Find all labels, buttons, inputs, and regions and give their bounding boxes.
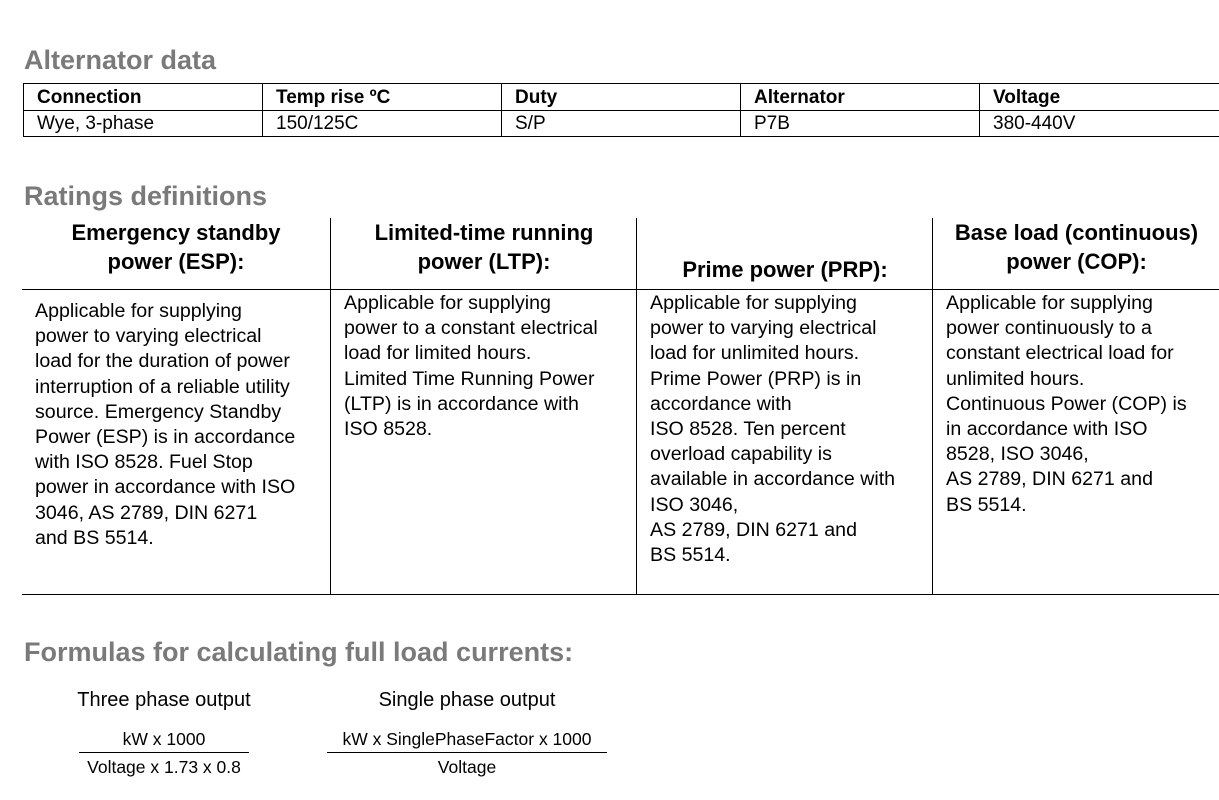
text-line: ISO 3046, [650,493,739,516]
column-header: Duty [502,84,741,111]
rating-description [650,291,927,568]
text-line: power to varying electrical [650,317,877,340]
table-cell: P7B [741,111,980,137]
formula-label: Single phase output [378,689,556,711]
text-line: Power (ESP) is in accordance [35,426,296,449]
text-line: overload capability is [650,443,832,466]
text-line: power to varying electrical [35,325,262,348]
text-line: ISO 8528. [344,418,433,441]
rating-heading-line: Prime power (PRP): [682,257,888,282]
table-cell: 380-440V [980,111,1219,137]
text-line: Applicable for supplying [35,300,242,322]
text-line: BS 5514. [946,493,1027,516]
text-line: 3046, AS 2789, DIN 6271 [35,501,258,524]
alternator-data-table [23,83,1219,137]
text-line: Applicable for supplying [344,292,551,314]
text-line: Continuous Power (COP) is [946,392,1187,415]
formula-denominator: Voltage x 1.73 x 0.8 [87,757,241,777]
text-line: Applicable for supplying [946,292,1153,314]
text-line: AS 2789, DIN 6271 and [650,518,857,541]
formulas-heading: Formulas for calculating full load currents: [24,637,574,667]
text-line: in accordance with ISO [946,418,1148,441]
text-line: power continuously to a [946,317,1152,340]
table-header-row [24,84,1219,111]
rating-heading-line: power (ESP): [107,249,245,274]
table-row [24,111,1219,137]
text-line: power in accordance with ISO [35,476,296,499]
column-header: Connection [24,84,263,111]
formula-numerator: kW x 1000 [122,729,206,749]
formula-denominator: Voltage [437,757,497,777]
alternator-data-heading: Alternator data [24,45,217,75]
text-line: power to a constant electrical [344,317,598,340]
text-line: interruption of a reliable utility [35,375,290,398]
ratings-definitions-heading: Ratings definitions [24,181,267,211]
rating-column-prp [636,218,933,594]
column-header: Voltage [980,84,1219,111]
text-line: Prime Power (PRP) is in [650,367,862,390]
table-cell: 150/125C [263,111,502,137]
three-phase-formula [70,688,258,778]
rating-description [946,291,1214,518]
rating-description [35,299,324,551]
formula-numerator: kW x SinglePhaseFactor x 1000 [342,729,592,749]
table-cell: Wye, 3-phase [24,111,263,137]
text-line: constant electrical load for [946,342,1174,365]
text-line: with ISO 8528. Fuel Stop [35,451,253,474]
text-line: Limited Time Running Power [344,367,595,390]
formula-fraction [327,728,607,778]
rating-description [344,291,631,442]
text-line: available in accordance with [650,468,896,491]
text-line: AS 2789, DIN 6271 and [946,468,1153,491]
rating-heading-line: Emergency standby [71,220,281,245]
text-line: BS 5514. [650,544,731,567]
rating-heading-line: Limited-time running [374,220,594,245]
text-line: unlimited hours. [946,367,1085,390]
fraction-bar [327,752,607,753]
rating-heading [933,218,1219,289]
text-line: and BS 5514. [35,526,154,549]
text-line: load for unlimited hours. [650,342,860,365]
text-line: Applicable for supplying [650,292,857,314]
rating-column-cop [932,218,1219,594]
column-header: Temp rise ºC [263,84,502,111]
rating-heading-line: power (COP): [1006,249,1147,274]
text-line: 8528, ISO 3046, [946,443,1089,466]
rating-heading-line: power (LTP): [417,249,551,274]
formula-fraction [79,728,249,778]
single-phase-formula [326,688,608,778]
text-line: (LTP) is in accordance with [344,392,579,415]
rating-heading [637,218,933,289]
ratings-definitions-table [22,218,1219,595]
text-line: load for limited hours. [344,342,532,365]
rating-heading-line: Base load (continuous) [954,220,1199,245]
text-line: ISO 8528. Ten percent [650,418,846,441]
rating-column-esp [22,218,330,594]
formula-label: Three phase output [77,689,251,711]
column-header: Alternator [741,84,980,111]
rating-heading [331,218,637,289]
table-cell: S/P [502,111,741,137]
text-line: accordance with [650,392,792,415]
rating-column-ltp [330,218,637,594]
text-line: load for the duration of power [35,350,290,373]
rating-heading [22,218,330,289]
text-line: source. Emergency Standby [35,400,282,423]
fraction-bar [79,752,249,753]
